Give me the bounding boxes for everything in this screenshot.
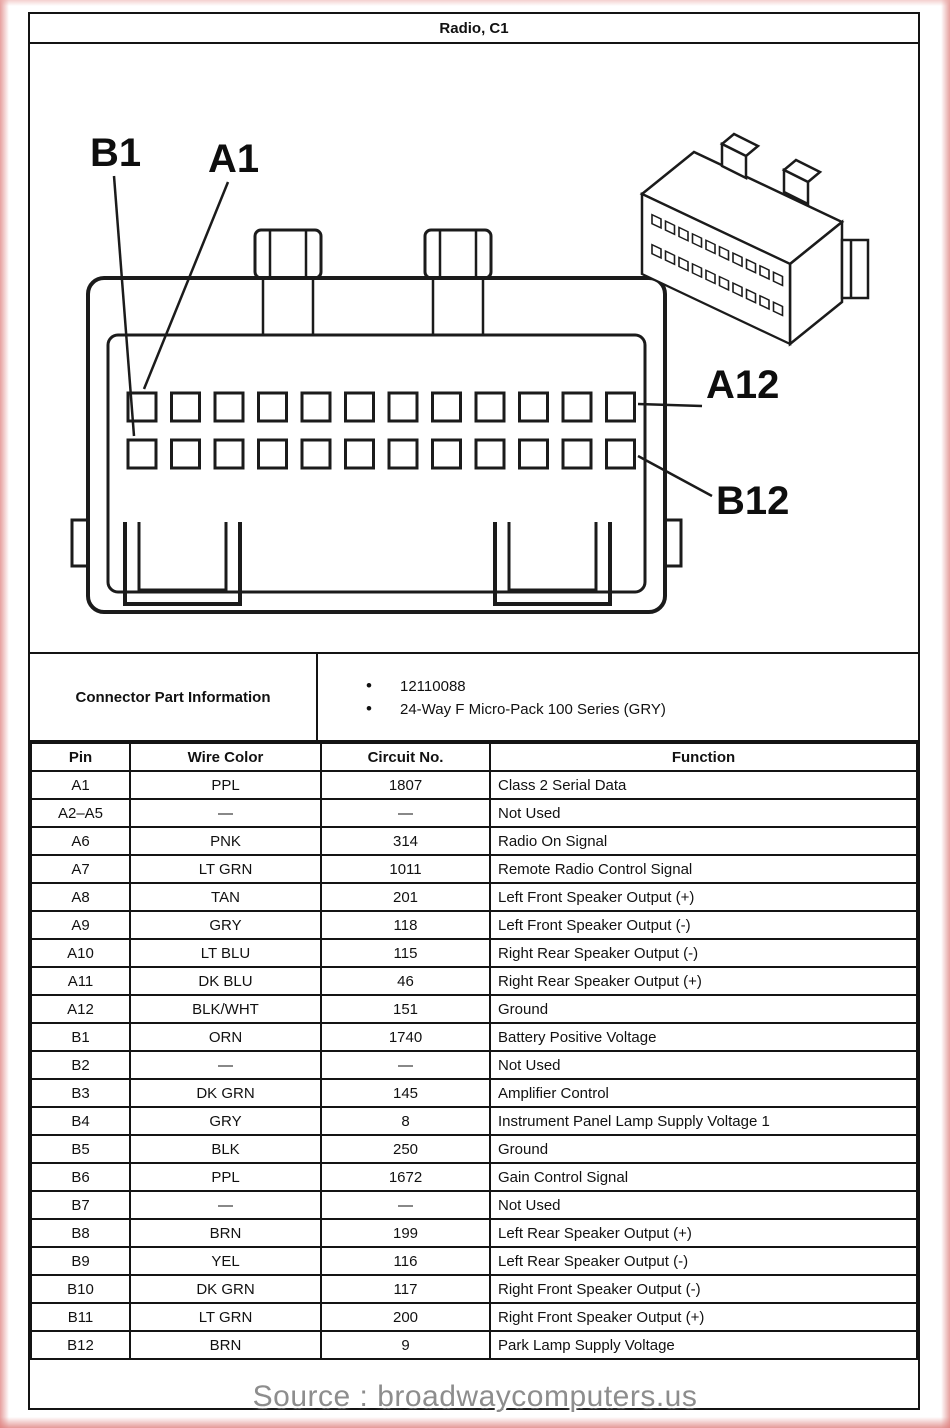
circuit-no-cell: 201 (321, 883, 490, 911)
pin-B9 (476, 440, 504, 468)
circuit-no-cell: 115 (321, 939, 490, 967)
connector-part-info-label: Connector Part Information (30, 654, 318, 740)
pin-A8 (433, 393, 461, 421)
function-cell: Not Used (490, 1191, 917, 1219)
pin-cell: B7 (31, 1191, 130, 1219)
circuit-no-cell: — (321, 799, 490, 827)
table-row (31, 771, 917, 799)
wire-color-cell: PNK (130, 827, 321, 855)
pin-B5 (302, 440, 330, 468)
wire-color-cell: LT GRN (130, 1303, 321, 1331)
pin-cell: B12 (31, 1331, 130, 1359)
scan-edge-left (0, 0, 9, 1428)
pin-cell: A8 (31, 883, 130, 911)
table-row (31, 799, 917, 827)
table-row (31, 1303, 917, 1331)
function-cell: Left Front Speaker Output (-) (490, 911, 917, 939)
table-header-row (31, 743, 917, 771)
pin-A12 (607, 393, 635, 421)
pin-cell: A12 (31, 995, 130, 1023)
wire-color-cell: — (130, 799, 321, 827)
pin-A4 (259, 393, 287, 421)
circuit-no-cell: 116 (321, 1247, 490, 1275)
connector-type: • 24-Way F Micro-Pack 100 Series (GRY) (366, 699, 666, 719)
callout-line-a1 (144, 182, 228, 389)
circuit-no-cell: 8 (321, 1107, 490, 1135)
function-cell: Ground (490, 995, 917, 1023)
function-cell: Instrument Panel Lamp Supply Voltage 1 (490, 1107, 917, 1135)
side-ear-right (665, 520, 681, 566)
function-cell: Right Rear Speaker Output (+) (490, 967, 917, 995)
pin-cell: B8 (31, 1219, 130, 1247)
function-cell: Left Front Speaker Output (+) (490, 883, 917, 911)
pin-A11 (563, 393, 591, 421)
label-b1: B1 (90, 131, 142, 175)
table-row (31, 1023, 917, 1051)
function-cell: Ground (490, 1135, 917, 1163)
function-cell: Radio On Signal (490, 827, 917, 855)
pin-B6 (346, 440, 374, 468)
pin-cell: A9 (31, 911, 130, 939)
circuit-no-cell: 250 (321, 1135, 490, 1163)
wire-color-cell: TAN (130, 883, 321, 911)
wire-color-cell: GRY (130, 911, 321, 939)
connector-3d-view (642, 134, 868, 344)
table-row (31, 1107, 917, 1135)
table-row (31, 827, 917, 855)
pin-B10 (520, 440, 548, 468)
pin-cell: A7 (31, 855, 130, 883)
circuit-no-cell: 1740 (321, 1023, 490, 1051)
pin-cell: B9 (31, 1247, 130, 1275)
pin-A9 (476, 393, 504, 421)
table-row (31, 1247, 917, 1275)
circuit-no-cell: 1807 (321, 771, 490, 799)
side-ear-left (72, 520, 88, 566)
circuit-no-cell: — (321, 1051, 490, 1079)
table-row (31, 883, 917, 911)
wire-color-cell: — (130, 1191, 321, 1219)
pin-B12 (607, 440, 635, 468)
pin-A5 (302, 393, 330, 421)
bottom-foot-left-inner (139, 522, 226, 590)
callout-line-a12 (638, 404, 702, 406)
wire-color-cell: — (130, 1051, 321, 1079)
function-cell: Not Used (490, 799, 917, 827)
wire-color-cell: GRY (130, 1107, 321, 1135)
pin-B2 (172, 440, 200, 468)
pin-cell: A1 (31, 771, 130, 799)
top-tab-right (425, 230, 491, 335)
pin-A2 (172, 393, 200, 421)
pin-B3 (215, 440, 243, 468)
circuit-no-cell: 151 (321, 995, 490, 1023)
label-b12: B12 (716, 479, 790, 523)
wire-color-cell: BLK/WHT (130, 995, 321, 1023)
header-circuit-no: Circuit No. (321, 743, 490, 771)
callout-line-b1 (114, 176, 134, 436)
function-cell: Class 2 Serial Data (490, 771, 917, 799)
pin-B8 (433, 440, 461, 468)
wire-color-cell: BLK (130, 1135, 321, 1163)
connector-part-info-values (318, 654, 918, 740)
scan-edge-right (941, 0, 950, 1428)
function-cell: Amplifier Control (490, 1079, 917, 1107)
pin-cell: B1 (31, 1023, 130, 1051)
header-function: Function (490, 743, 917, 771)
table-row (31, 1079, 917, 1107)
circuit-no-cell: 200 (321, 1303, 490, 1331)
pin-grid (128, 393, 635, 468)
wire-color-cell: ORN (130, 1023, 321, 1051)
wire-color-cell: LT GRN (130, 855, 321, 883)
connector-diagram (30, 44, 918, 654)
pin-B4 (259, 440, 287, 468)
wire-color-cell: YEL (130, 1247, 321, 1275)
circuit-no-cell: 46 (321, 967, 490, 995)
pin-cell: A2–A5 (31, 799, 130, 827)
header-pin: Pin (31, 743, 130, 771)
table-row (31, 1331, 917, 1359)
wire-color-cell: DK BLU (130, 967, 321, 995)
table-row (31, 967, 917, 995)
pin-B7 (389, 440, 417, 468)
pin-cell: B6 (31, 1163, 130, 1191)
callout-line-b12 (638, 456, 712, 496)
wire-color-cell: DK GRN (130, 1275, 321, 1303)
wire-color-cell: LT BLU (130, 939, 321, 967)
label-a12: A12 (706, 363, 780, 407)
connector-part-info-section (30, 654, 918, 742)
circuit-no-cell: 1011 (321, 855, 490, 883)
circuit-no-cell: 117 (321, 1275, 490, 1303)
pin-A6 (346, 393, 374, 421)
watermark: Source : broadwaycomputers.us (252, 1380, 698, 1413)
part-info-list (318, 673, 666, 722)
pin-cell: B2 (31, 1051, 130, 1079)
circuit-no-cell: 314 (321, 827, 490, 855)
pin-cell: A6 (31, 827, 130, 855)
table-row (31, 855, 917, 883)
table-row (31, 939, 917, 967)
pinout-table-body (31, 771, 917, 1359)
pin-B1 (128, 440, 156, 468)
function-cell: Battery Positive Voltage (490, 1023, 917, 1051)
scan-edge-bottom (0, 1417, 950, 1428)
circuit-no-cell: 9 (321, 1331, 490, 1359)
function-cell: Right Rear Speaker Output (-) (490, 939, 917, 967)
pinout-table (30, 742, 918, 1360)
header-wire-color: Wire Color (130, 743, 321, 771)
table-row (31, 1135, 917, 1163)
pin-cell: A11 (31, 967, 130, 995)
pin-cell: B10 (31, 1275, 130, 1303)
circuit-no-cell: 118 (321, 911, 490, 939)
table-row (31, 1275, 917, 1303)
table-row (31, 911, 917, 939)
wire-color-cell: PPL (130, 771, 321, 799)
wire-color-cell: PPL (130, 1163, 321, 1191)
wire-color-cell: DK GRN (130, 1079, 321, 1107)
function-cell: Remote Radio Control Signal (490, 855, 917, 883)
wire-color-cell: BRN (130, 1219, 321, 1247)
part-number: • 12110088 (366, 676, 666, 696)
circuit-no-cell: 145 (321, 1079, 490, 1107)
function-cell: Right Front Speaker Output (+) (490, 1303, 917, 1331)
pin-A10 (520, 393, 548, 421)
label-a1: A1 (208, 137, 260, 181)
function-cell: Gain Control Signal (490, 1163, 917, 1191)
pin-A7 (389, 393, 417, 421)
circuit-no-cell: 199 (321, 1219, 490, 1247)
table-row (31, 1219, 917, 1247)
circuit-no-cell: — (321, 1191, 490, 1219)
wire-color-cell: BRN (130, 1331, 321, 1359)
pin-cell: B3 (31, 1079, 130, 1107)
top-tab-left (255, 230, 321, 335)
scan-edge-top (0, 0, 950, 6)
bottom-foot-right-inner (509, 522, 596, 590)
pin-cell: B4 (31, 1107, 130, 1135)
function-cell: Right Front Speaker Output (-) (490, 1275, 917, 1303)
function-cell: Park Lamp Supply Voltage (490, 1331, 917, 1359)
pin-cell: B11 (31, 1303, 130, 1331)
pin-B11 (563, 440, 591, 468)
table-row (31, 1051, 917, 1079)
function-cell: Left Rear Speaker Output (+) (490, 1219, 917, 1247)
page-title: Radio, C1 (30, 14, 918, 44)
pin-cell: A10 (31, 939, 130, 967)
table-row (31, 995, 917, 1023)
circuit-no-cell: 1672 (321, 1163, 490, 1191)
iso-mount-bracket (842, 240, 868, 298)
function-cell: Not Used (490, 1051, 917, 1079)
table-row (31, 1163, 917, 1191)
pin-A3 (215, 393, 243, 421)
connector-diagram-area (30, 44, 918, 654)
function-cell: Left Rear Speaker Output (-) (490, 1247, 917, 1275)
pin-cell: B5 (31, 1135, 130, 1163)
table-row (31, 1191, 917, 1219)
document-frame (28, 12, 920, 1410)
